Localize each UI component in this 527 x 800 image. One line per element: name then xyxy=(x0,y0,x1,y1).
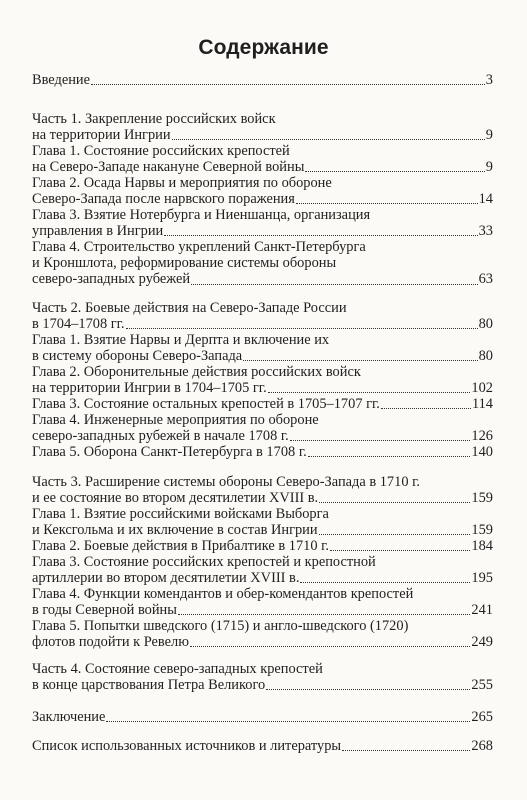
toc-entry-line xyxy=(32,396,493,412)
toc-entry-text: Введение xyxy=(32,71,91,88)
page-number: 3 xyxy=(485,71,493,88)
toc-entry-line xyxy=(32,332,493,348)
toc-entry-line xyxy=(32,111,493,127)
toc-entry-text: флотов подойти к Ревелю xyxy=(32,634,189,651)
toc-entry xyxy=(32,111,493,143)
toc-entry xyxy=(32,738,493,754)
dot-leader xyxy=(164,231,477,236)
toc-entry xyxy=(32,72,493,88)
toc-entry-text: управления в Ингрии xyxy=(32,223,164,240)
toc-entry-line xyxy=(32,348,493,364)
dot-leader xyxy=(290,436,471,441)
toc-entry-line xyxy=(32,522,493,538)
toc-entry xyxy=(32,474,493,506)
toc-entry-text: Глава 1. Состояние российских крепостей xyxy=(32,142,290,159)
dot-leader xyxy=(191,280,478,285)
toc-entry-line xyxy=(32,618,493,634)
toc-entry-line xyxy=(32,364,493,380)
toc-entry-text: и ее состояние во втором десятилетии XVIII в. xyxy=(32,490,319,507)
page-title: Содержание xyxy=(198,36,329,59)
toc-entry-text: Глава 5. Попытки шведского (1715) и англо-шведского (1720) xyxy=(32,617,409,634)
toc-entry-line xyxy=(32,677,493,693)
toc-entry-text: артиллерии во втором десятилетии XVIII в. xyxy=(32,570,300,587)
toc-entry-text: в конце царствования Петра Великого xyxy=(32,677,266,694)
dot-leader xyxy=(300,578,470,583)
page-number: 184 xyxy=(471,537,493,554)
page-number: 14 xyxy=(478,191,493,208)
page-number: 9 xyxy=(485,127,493,144)
page-number: 159 xyxy=(471,522,493,539)
toc-entry-text: Глава 2. Боевые действия в Прибалтике в 1710 г. xyxy=(32,537,330,554)
page-number: 241 xyxy=(471,602,493,619)
toc-entry-line xyxy=(32,428,493,444)
toc-entry-text: Глава 3. Взятие Нотербурга и Ниеншанца, организация xyxy=(32,206,371,223)
toc-entry xyxy=(32,538,493,554)
toc-entry-text: Часть 4. Состояние северо-западных крепостей xyxy=(32,660,323,677)
toc-entry-line xyxy=(32,586,493,602)
dot-leader xyxy=(308,452,471,457)
page-number: 268 xyxy=(471,737,493,754)
toc-entry-text: в систему обороны Северо-Запада xyxy=(32,348,243,365)
toc-entry-text: на территории Ингрии xyxy=(32,127,171,144)
toc-entry-line xyxy=(32,570,493,586)
dot-leader xyxy=(381,404,471,409)
toc-entry-line xyxy=(32,412,493,428)
toc-entry-line xyxy=(32,72,493,88)
dot-leader xyxy=(268,388,471,393)
toc-entry xyxy=(32,586,493,618)
page-number: 159 xyxy=(471,490,493,507)
toc-entry xyxy=(32,207,493,239)
toc-entry-text: в годы Северной войны xyxy=(32,602,177,619)
page-number: 126 xyxy=(471,428,493,445)
toc-entry xyxy=(32,506,493,538)
dot-leader xyxy=(91,80,485,85)
toc-entry xyxy=(32,175,493,207)
toc-entry-text: Глава 4. Функции комендантов и обер-комендантов крепостей xyxy=(32,585,414,602)
toc-entry-text: Заключение xyxy=(32,708,106,725)
page-number: 80 xyxy=(478,316,493,333)
toc-entry-line xyxy=(32,709,493,725)
toc-entry-text: Глава 3. Состояние остальных крепостей в 1705–1707 гг. xyxy=(32,395,380,412)
dot-leader xyxy=(178,610,470,615)
dot-leader xyxy=(296,199,478,204)
toc-entry-text: Часть 1. Закрепление российских войск xyxy=(32,110,276,127)
toc-entry xyxy=(32,239,493,288)
toc-entry-text: Северо-Запада после нарвского поражения xyxy=(32,191,295,208)
toc-entry-text: Глава 3. Состояние российских крепостей и крепостной xyxy=(32,553,376,570)
page-number: 265 xyxy=(471,708,493,725)
toc-entry-line xyxy=(32,255,493,271)
toc-entry xyxy=(32,554,493,586)
toc-entry-line xyxy=(32,127,493,143)
toc-entry-line xyxy=(32,175,493,191)
toc-entry-line xyxy=(32,634,493,650)
toc-entry-text: Глава 2. Осада Нарвы и мероприятия по обороне xyxy=(32,174,332,191)
toc-entry-line xyxy=(32,143,493,159)
toc-entry-line xyxy=(32,554,493,570)
toc-entry-line xyxy=(32,380,493,396)
dot-leader xyxy=(106,717,470,722)
toc-entry-line xyxy=(32,602,493,618)
toc-entry-text: и Кроншлота, реформирование системы обороны xyxy=(32,255,337,272)
toc-entry xyxy=(32,661,493,693)
toc-entry-line xyxy=(32,159,493,175)
page-number: 140 xyxy=(471,443,493,460)
toc-entry-text: Глава 2. Оборонительные действия российских войск xyxy=(32,363,361,380)
toc-entry-line xyxy=(32,300,493,316)
toc-entry-line xyxy=(32,474,493,490)
toc-entry-line xyxy=(32,191,493,207)
toc-entry-line xyxy=(32,738,493,754)
toc-entry-text: Глава 5. Оборона Санкт-Петербурга в 1708 г. xyxy=(32,443,307,460)
toc-entry-text: северо-западных рубежей xyxy=(32,271,191,288)
dot-leader xyxy=(172,135,485,140)
dot-leader xyxy=(319,530,471,535)
toc-entry xyxy=(32,444,493,460)
toc-entry-line xyxy=(32,207,493,223)
page-number: 63 xyxy=(478,271,493,288)
dot-leader xyxy=(266,685,470,690)
toc-entry-line xyxy=(32,661,493,677)
toc-entry-line xyxy=(32,506,493,522)
toc-entry-line xyxy=(32,239,493,255)
toc-entry-line xyxy=(32,316,493,332)
page-number: 102 xyxy=(471,380,493,397)
toc-entry-text: Глава 1. Взятие Нарвы и Дерпта и включение их xyxy=(32,331,330,348)
dot-leader xyxy=(342,746,470,751)
page-number: 9 xyxy=(485,159,493,176)
toc-entry-text: Часть 2. Боевые действия на Северо-Западе России xyxy=(32,299,347,316)
toc-entry-text: на территории Ингрии в 1704–1705 гг. xyxy=(32,380,267,397)
toc-entry-text: и Кексгольма и их включение в состав Ингрии xyxy=(32,522,318,539)
toc-entry-text: на Северо-Западе накануне Северной войны xyxy=(32,159,305,176)
dot-leader xyxy=(330,546,470,551)
page-number: 114 xyxy=(471,395,493,412)
toc-entry-text: северо-западных рубежей в начале 1708 г. xyxy=(32,428,289,445)
toc-entry-text: Часть 3. Расширение системы обороны Северо-Запада в 1710 г. xyxy=(32,473,420,490)
toc-entry-text: в 1704–1708 гг. xyxy=(32,316,125,333)
toc-entry-line xyxy=(32,444,493,460)
toc-entry-text: Список использованных источников и литературы xyxy=(32,737,342,754)
toc-entry-text: Глава 1. Взятие российскими войсками Выборга xyxy=(32,505,329,522)
toc-entry-line xyxy=(32,490,493,506)
toc-entry-line xyxy=(32,223,493,239)
toc-entry xyxy=(32,618,493,650)
dot-leader xyxy=(190,642,470,647)
toc-entry-text: Глава 4. Инженерные мероприятия по обороне xyxy=(32,411,319,428)
toc-entry xyxy=(32,332,493,364)
toc-entry xyxy=(32,300,493,332)
toc-entry xyxy=(32,364,493,396)
toc-entry-line xyxy=(32,271,493,287)
page-number: 80 xyxy=(478,348,493,365)
dot-leader xyxy=(243,356,477,361)
toc-entry xyxy=(32,412,493,444)
page-number: 249 xyxy=(471,634,493,651)
dot-leader xyxy=(126,324,478,329)
toc-entry-text: Глава 4. Строительство укреплений Санкт-Петербурга xyxy=(32,238,366,255)
page-number: 33 xyxy=(478,223,493,240)
toc-entry xyxy=(32,143,493,175)
toc-entry-line xyxy=(32,538,493,554)
page-number: 195 xyxy=(471,570,493,587)
dot-leader xyxy=(319,498,470,503)
toc-entry xyxy=(32,396,493,412)
toc-entry xyxy=(32,709,493,725)
dot-leader xyxy=(305,167,484,172)
page-number: 255 xyxy=(471,677,493,694)
